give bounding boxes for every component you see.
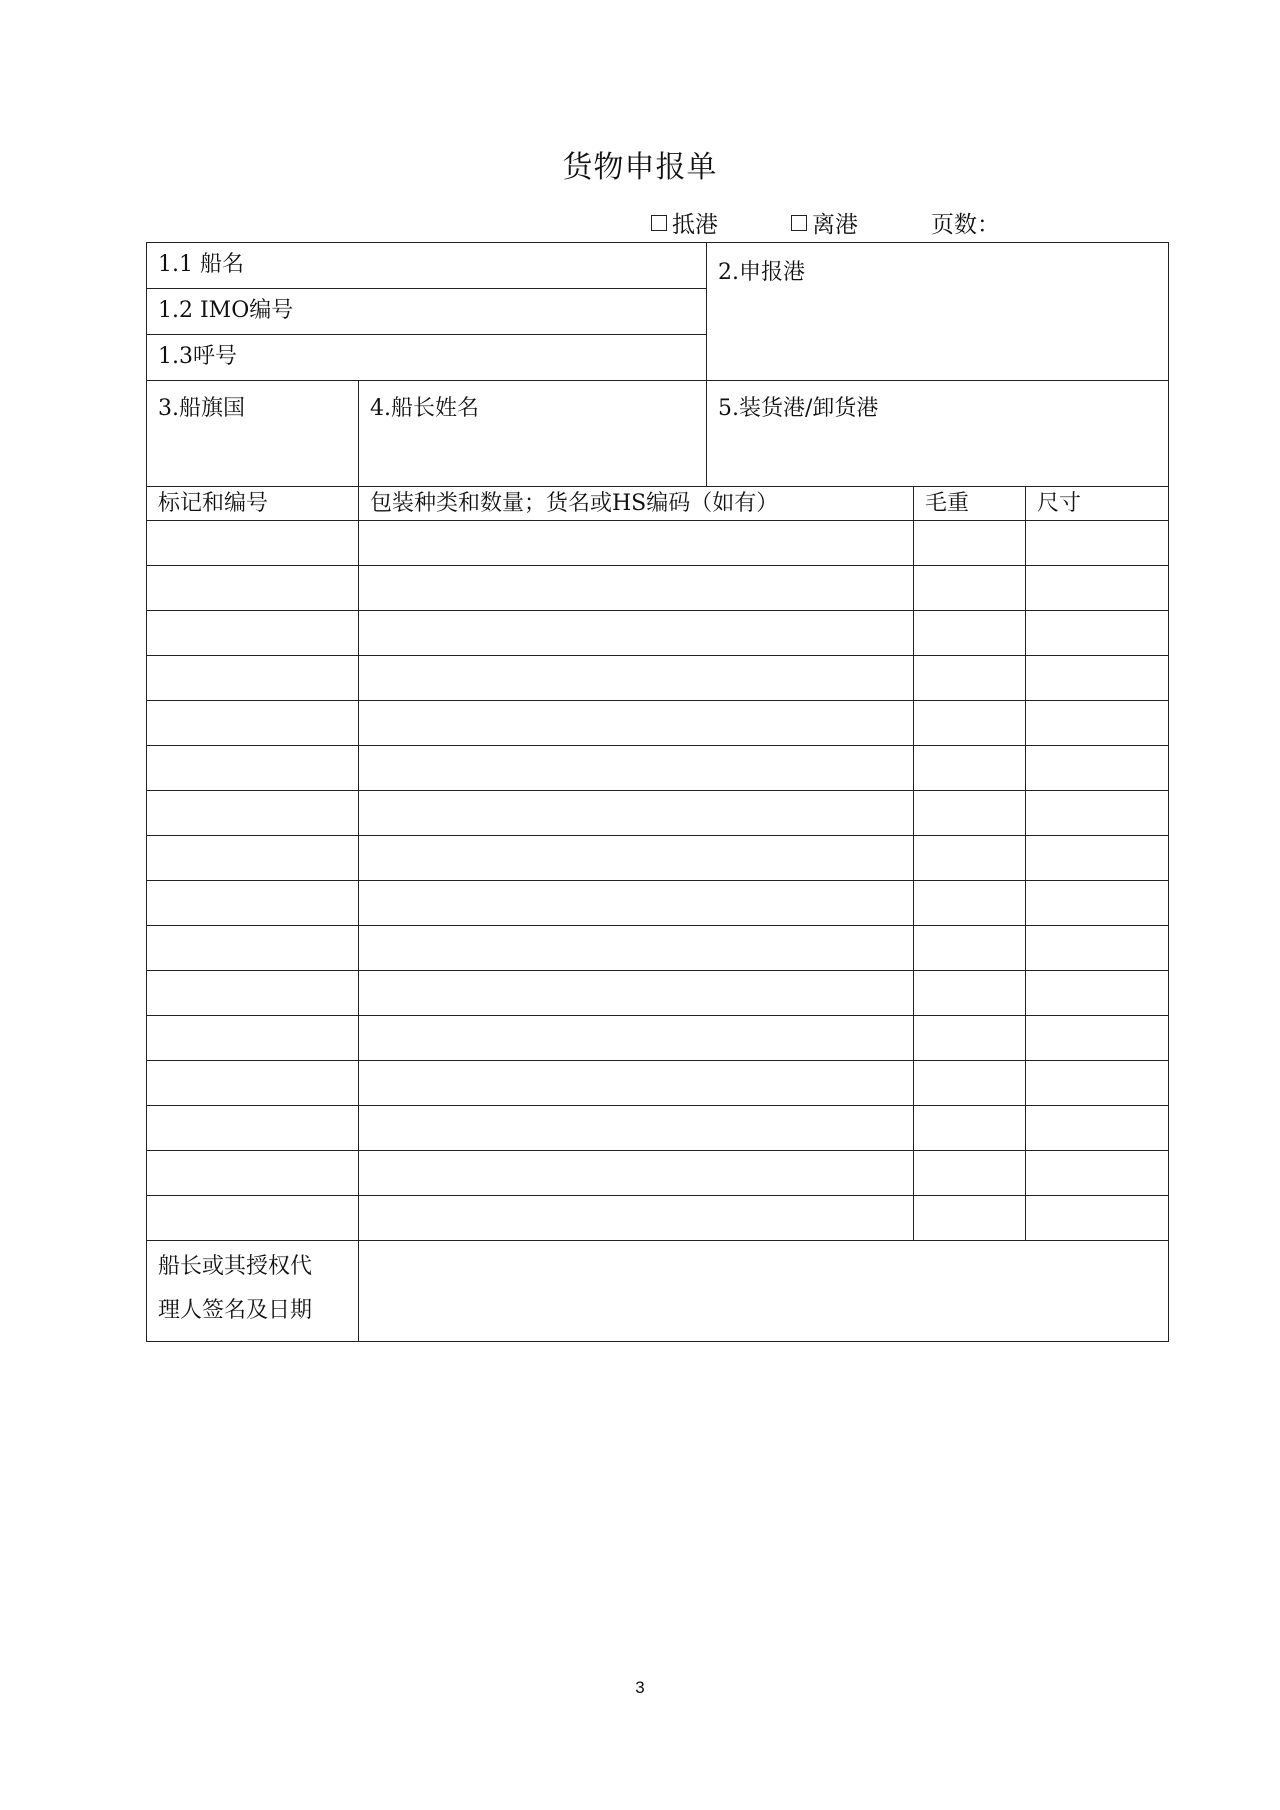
table-row — [147, 836, 1169, 881]
packages-cell[interactable] — [359, 1061, 914, 1106]
gross-weight-cell[interactable] — [914, 566, 1026, 611]
marks-cell[interactable] — [147, 1151, 359, 1196]
gross-weight-cell[interactable] — [914, 1196, 1026, 1241]
packages-cell[interactable] — [359, 746, 914, 791]
gross-weight-cell[interactable] — [914, 881, 1026, 926]
packages-cell[interactable] — [359, 566, 914, 611]
measurement-cell[interactable] — [1026, 926, 1169, 971]
header-packages-label: 包装种类和数量；货名或HS编码（如有） — [370, 491, 779, 516]
master-name-label: 4.船长姓名 — [370, 396, 479, 421]
gross-weight-cell[interactable] — [914, 656, 1026, 701]
packages-cell[interactable] — [359, 881, 914, 926]
table-row — [147, 971, 1169, 1016]
measurement-cell[interactable] — [1026, 836, 1169, 881]
call-sign-field[interactable] — [147, 335, 707, 381]
header-marks-label: 标记和编号 — [158, 491, 269, 516]
packages-cell[interactable] — [359, 836, 914, 881]
cargo-rows — [147, 521, 1169, 1241]
departure-checkbox[interactable] — [791, 206, 858, 239]
measurement-cell[interactable] — [1026, 971, 1169, 1016]
packages-cell[interactable] — [359, 521, 914, 566]
table-row — [147, 611, 1169, 656]
ship-name-label: 1.1 船名 — [158, 252, 244, 277]
marks-cell[interactable] — [147, 1016, 359, 1061]
imo-number-field[interactable] — [147, 289, 707, 335]
table-row — [147, 881, 1169, 926]
flag-state-label: 3.船旗国 — [158, 396, 245, 421]
packages-cell[interactable] — [359, 971, 914, 1016]
gross-weight-cell[interactable] — [914, 1061, 1026, 1106]
signature-field[interactable] — [359, 1241, 1169, 1342]
packages-cell[interactable] — [359, 926, 914, 971]
measurement-cell[interactable] — [1026, 656, 1169, 701]
table-row — [147, 521, 1169, 566]
column-header — [1026, 487, 1169, 521]
measurement-cell[interactable] — [1026, 611, 1169, 656]
gross-weight-cell[interactable] — [914, 746, 1026, 791]
packages-cell[interactable] — [359, 1151, 914, 1196]
master-name-field[interactable] — [359, 381, 707, 487]
measurement-cell[interactable] — [1026, 1196, 1169, 1241]
table-row — [147, 566, 1169, 611]
marks-cell[interactable] — [147, 521, 359, 566]
gross-weight-cell[interactable] — [914, 1151, 1026, 1196]
signature-label-cell — [147, 1241, 359, 1342]
measurement-cell[interactable] — [1026, 791, 1169, 836]
marks-cell[interactable] — [147, 971, 359, 1016]
call-sign-label: 1.3呼号 — [158, 344, 237, 369]
header-measurement-label: 尺寸 — [1037, 491, 1082, 516]
packages-cell[interactable] — [359, 656, 914, 701]
measurement-cell[interactable] — [1026, 1016, 1169, 1061]
ports-field[interactable] — [707, 381, 1169, 487]
ship-name-field[interactable] — [147, 243, 707, 289]
table-row — [147, 1151, 1169, 1196]
marks-cell[interactable] — [147, 1196, 359, 1241]
marks-cell[interactable] — [147, 656, 359, 701]
measurement-cell[interactable] — [1026, 521, 1169, 566]
measurement-cell[interactable] — [1026, 881, 1169, 926]
marks-cell[interactable] — [147, 926, 359, 971]
page-number: 3 — [635, 1678, 645, 1697]
gross-weight-cell[interactable] — [914, 1016, 1026, 1061]
measurement-cell[interactable] — [1026, 701, 1169, 746]
marks-cell[interactable] — [147, 791, 359, 836]
header-gross-weight-label: 毛重 — [925, 491, 970, 516]
packages-cell[interactable] — [359, 611, 914, 656]
arrival-checkbox[interactable] — [651, 206, 718, 239]
imo-number-label: 1.2 IMO编号 — [158, 298, 294, 323]
column-header — [914, 487, 1026, 521]
marks-cell[interactable] — [147, 611, 359, 656]
table-row — [147, 1016, 1169, 1061]
marks-cell[interactable] — [147, 1106, 359, 1151]
measurement-cell[interactable] — [1026, 746, 1169, 791]
table-row — [147, 926, 1169, 971]
ports-label: 5.装货港/卸货港 — [718, 396, 879, 421]
marks-cell[interactable] — [147, 746, 359, 791]
packages-cell[interactable] — [359, 1106, 914, 1151]
gross-weight-cell[interactable] — [914, 1106, 1026, 1151]
marks-cell[interactable] — [147, 881, 359, 926]
table-row — [147, 791, 1169, 836]
measurement-cell[interactable] — [1026, 1151, 1169, 1196]
marks-cell[interactable] — [147, 701, 359, 746]
pages-label: 页数： — [931, 212, 1000, 238]
signature-label-line2: 理人签名及日期 — [158, 1298, 313, 1323]
declaration-type-options — [0, 206, 1280, 236]
flag-state-field[interactable] — [147, 381, 359, 487]
table-row — [147, 656, 1169, 701]
column-header — [359, 487, 914, 521]
arrival-label: 抵港 — [672, 212, 718, 238]
cargo-declaration-form — [146, 242, 1169, 1342]
table-row — [147, 1196, 1169, 1241]
measurement-cell[interactable] — [1026, 566, 1169, 611]
marks-cell[interactable] — [147, 836, 359, 881]
packages-cell[interactable] — [359, 701, 914, 746]
departure-label: 离港 — [812, 212, 858, 238]
gross-weight-cell[interactable] — [914, 701, 1026, 746]
checkbox-icon[interactable] — [651, 215, 667, 231]
measurement-cell[interactable] — [1026, 1061, 1169, 1106]
table-row — [147, 746, 1169, 791]
gross-weight-cell[interactable] — [914, 611, 1026, 656]
checkbox-icon[interactable] — [791, 215, 807, 231]
port-of-report-label: 2.申报港 — [718, 260, 806, 285]
marks-cell[interactable] — [147, 566, 359, 611]
page-title: 货物申报单 — [562, 150, 718, 185]
table-row — [147, 1061, 1169, 1106]
gross-weight-cell[interactable] — [914, 791, 1026, 836]
gross-weight-cell[interactable] — [914, 971, 1026, 1016]
marks-cell[interactable] — [147, 1061, 359, 1106]
port-of-report-field[interactable] — [707, 243, 1169, 381]
gross-weight-cell[interactable] — [914, 521, 1026, 566]
table-row — [147, 701, 1169, 746]
gross-weight-cell[interactable] — [914, 926, 1026, 971]
column-header — [147, 487, 359, 521]
signature-label-line1: 船长或其授权代 — [158, 1254, 313, 1279]
measurement-cell[interactable] — [1026, 1106, 1169, 1151]
packages-cell[interactable] — [359, 1016, 914, 1061]
packages-cell[interactable] — [359, 1196, 914, 1241]
table-row — [147, 1106, 1169, 1151]
packages-cell[interactable] — [359, 791, 914, 836]
gross-weight-cell[interactable] — [914, 836, 1026, 881]
